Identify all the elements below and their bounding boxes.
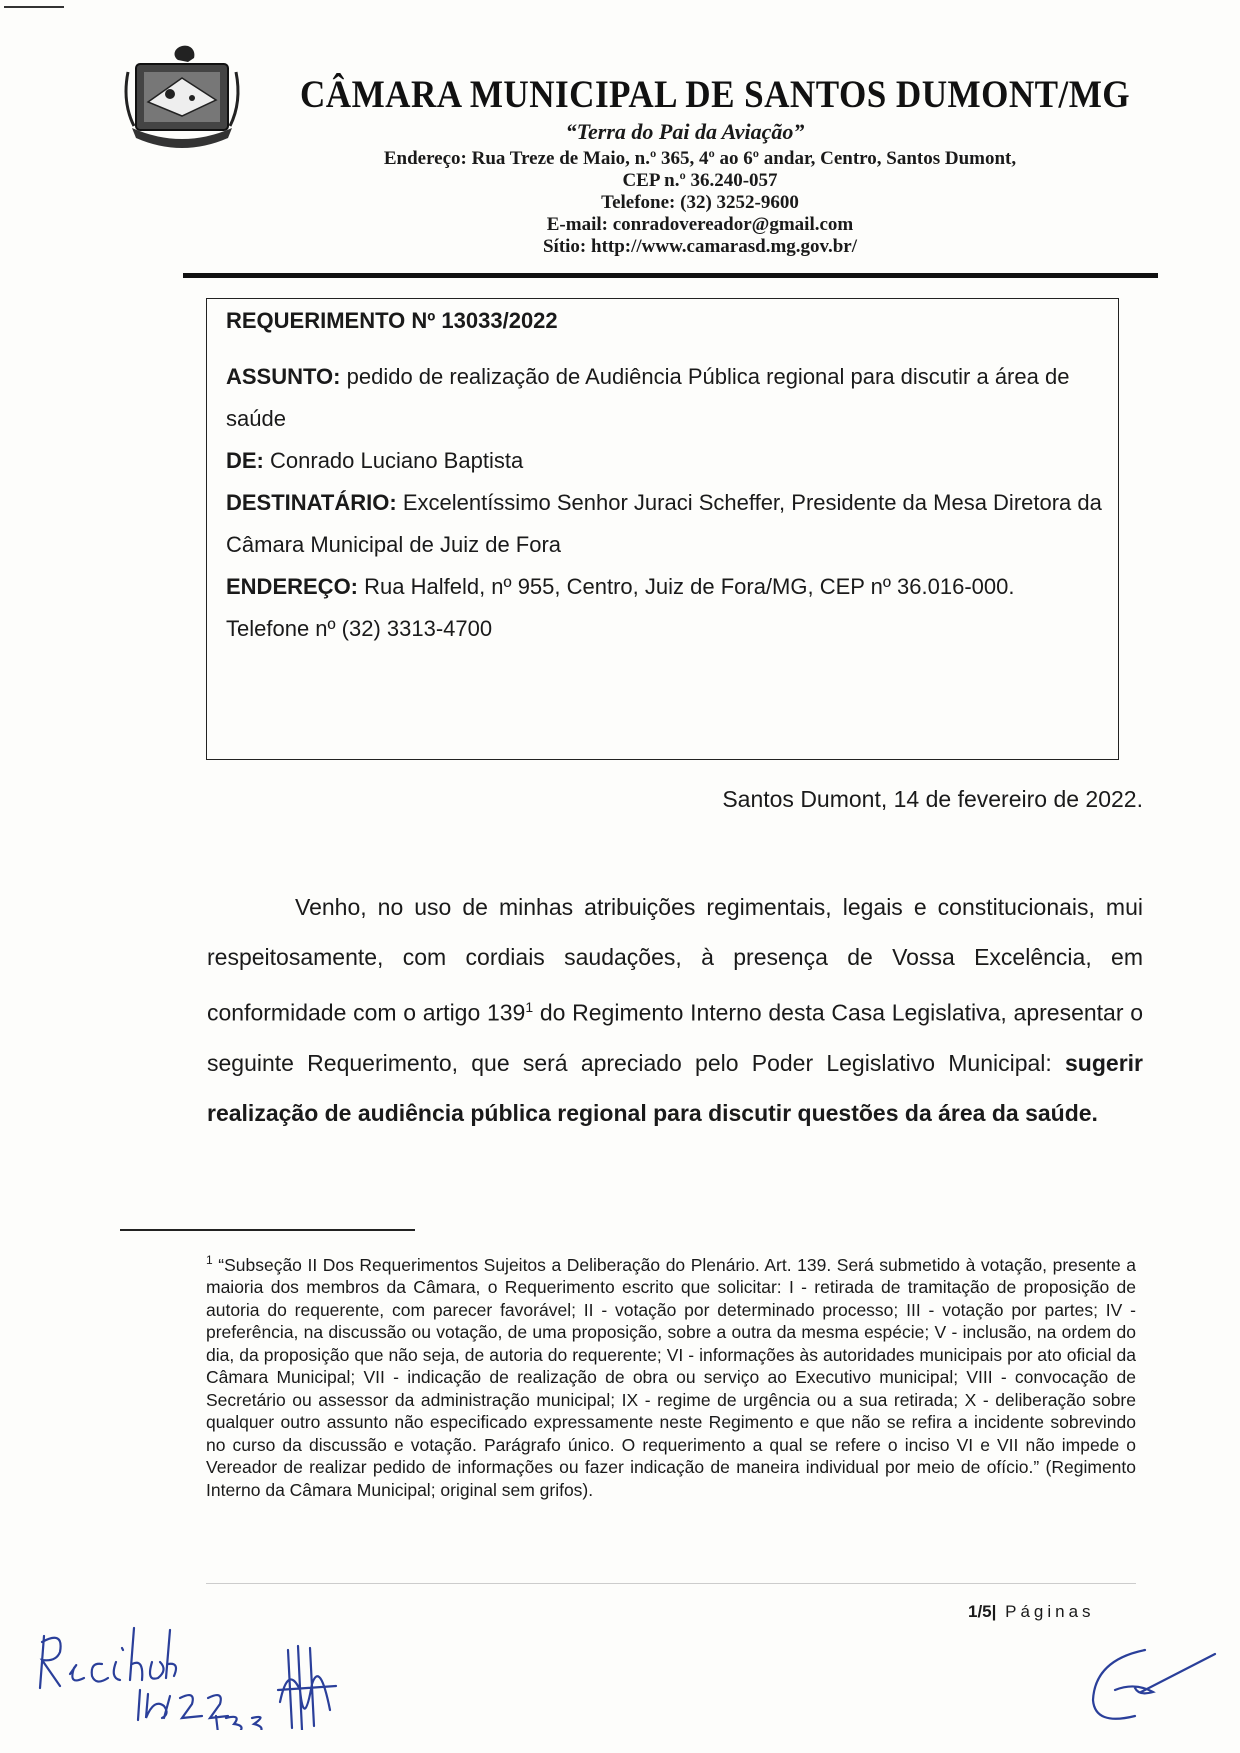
footnote-divider bbox=[120, 1229, 415, 1231]
header-divider bbox=[183, 273, 1158, 278]
page-number: 1/5| bbox=[968, 1602, 997, 1621]
from bbox=[226, 440, 1106, 482]
recipient-address bbox=[226, 566, 1106, 608]
footer-divider bbox=[206, 1583, 1136, 1584]
footnote-number: 1 bbox=[206, 1253, 213, 1267]
address-text: Rua Halfeld, nº 955, Centro, Juiz de Fora/MG, CEP nº 36.016-000. bbox=[358, 574, 1015, 599]
footnote-ref: 1 bbox=[525, 999, 534, 1015]
email-line: E-mail: conradovereador@gmail.com bbox=[546, 214, 854, 235]
contact-block bbox=[180, 148, 1220, 258]
scan-mark bbox=[4, 6, 64, 8]
motto: “Terra do Pai da Aviação” bbox=[565, 119, 805, 144]
recipient-phone: Telefone nº (32) 3313-4700 bbox=[226, 616, 493, 641]
subject bbox=[226, 356, 1106, 440]
site-line: Sítio: http://www.camarasd.mg.gov.br/ bbox=[542, 236, 858, 257]
recipient bbox=[226, 482, 1106, 566]
address-line-2: CEP n.º 36.240-057 bbox=[622, 170, 778, 191]
signature-initials bbox=[1075, 1630, 1225, 1730]
from-label: DE: bbox=[226, 448, 264, 473]
subject-text: pedido de realização de Audiência Pública regional para discutir a área de saúde bbox=[226, 364, 1070, 431]
address-label: ENDEREÇO: bbox=[226, 574, 359, 599]
page-indicator bbox=[968, 1602, 1095, 1622]
recipient-label: DESTINATÁRIO: bbox=[226, 490, 397, 515]
phone-line: Telefone: (32) 3252-9600 bbox=[601, 192, 799, 213]
body-text-before: Venho, no uso de minhas atribuições regimentais, legais e constitucionais, mui respeitosamente, com cordiais saudações, à presença de Vossa Excelência, em conformidade com o artigo 139 bbox=[207, 894, 1143, 1026]
from-text: Conrado Luciano Baptista bbox=[263, 448, 524, 473]
page-label: Páginas bbox=[996, 1602, 1095, 1621]
handwritten-receipt-note bbox=[30, 1590, 370, 1730]
request-title: REQUERIMENTO Nº 13033/2022 bbox=[226, 308, 558, 333]
footnote bbox=[206, 1249, 1136, 1501]
body-text-middle: do Regimento Interno desta Casa Legislativa, apresentar o seguinte Requerimento, que será apreciado pelo Poder Legislativo Municipal: bbox=[207, 999, 1143, 1076]
recipient-text: Excelentíssimo Senhor Juraci Scheffer, Presidente da Mesa Diretora da Câmara Municipal de Juiz de Fora bbox=[226, 490, 1102, 557]
body-paragraph bbox=[207, 882, 1143, 1138]
institution-name: CÂMARA MUNICIPAL DE SANTOS DUMONT/MG bbox=[300, 73, 1131, 116]
address-line-1: Endereço: Rua Treze de Maio, n.º 365, 4º ao 6º andar, Centro, Santos Dumont, bbox=[383, 148, 1017, 169]
body-text-bold: sugerir realização de audiência pública regional para discutir questões da área da saúde. bbox=[207, 1049, 1143, 1126]
subject-label: ASSUNTO: bbox=[226, 364, 341, 389]
request-box-content bbox=[226, 300, 1106, 650]
date-line: Santos Dumont, 14 de fevereiro de 2022. bbox=[722, 786, 1143, 812]
footnote-text: “Subseção II Dos Requerimentos Sujeitos a Deliberação do Plenário. Art. 139. Será submetido à votação, presente a maioria dos membros da Câmara, o Requerimento escrito que solicitar: I - retirada de tramitação de proposição de autoria do requerente, com parecer favorável; II - votação por determinado processo; III - votação por partes; IV - preferência, na discussão ou votação, de uma proposição, sobre a outra da mesma espécie; V - inclusão, na ordem do dia, da proposição que não seja, de autoria do requerente; VI - informações às autoridades municipais por ato oficial da Câmara Municipal; VII - indicação de realização de obra ou serviço ao Executivo municipal; VIII - convocação de Secretário ou assessor da administração municipal; IX - regime de urgência ou a sua retirada; X - deliberação sobre qualquer outro assunto não especificado expressamente neste Regimento e que não se refira a incidente sobrevindo no curso da discussão e votação. Parágrafo único. O requerimento a qual se refere o inciso VI e VII não impede o Vereador de realizar pedido de informações ou fazer indicação de maneira individual por meio de ofício.” (Regimento Interno da Câmara Municipal; original sem grifos). bbox=[206, 1254, 1136, 1500]
